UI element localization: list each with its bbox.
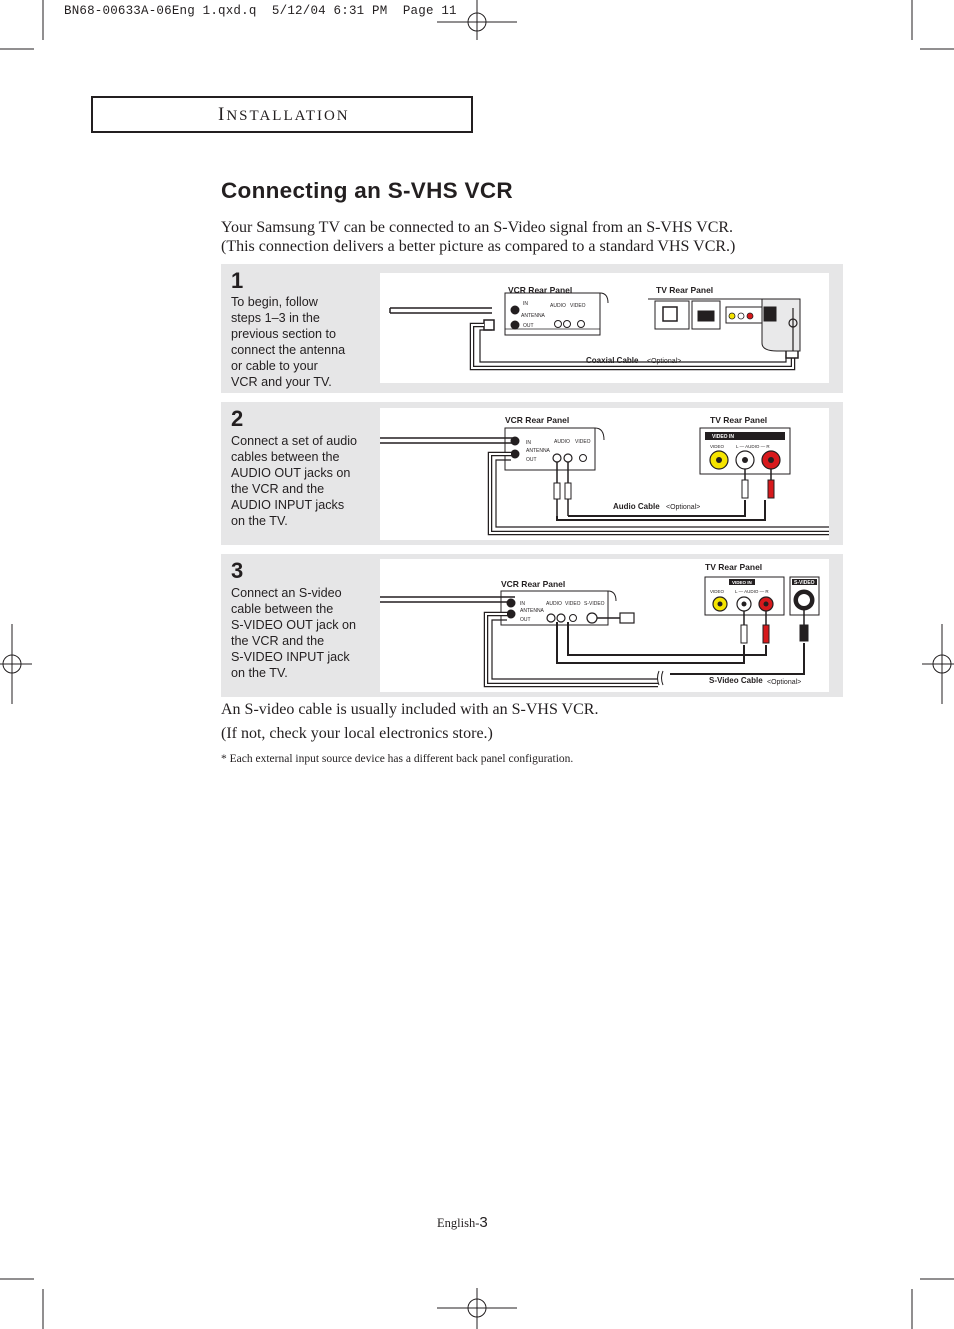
section-header-rest: NSTALLATION [226, 108, 350, 124]
step-3-line: cable between the [231, 602, 334, 616]
step-2-cable-name: Audio Cable [613, 502, 660, 511]
step-1-cable-note: <Optional> [647, 358, 682, 365]
print-slug: BN68-00633A-06Eng 1.qxd.q 5/12/04 6:31 PM Page 11 [64, 4, 457, 18]
step-1-diagram [380, 273, 829, 383]
step-2-line: AUDIO INPUT jacks [231, 498, 345, 512]
tv-audio-lr-label: L — AUDIO — R [735, 589, 769, 594]
page-title: Connecting an S-VHS VCR [221, 178, 513, 203]
step-1-vcr-label: VCR Rear Panel [508, 285, 573, 295]
vcr-audio-label: AUDIO [550, 303, 566, 309]
step-2-line: cables between the [231, 450, 340, 464]
step-2-cable-note: <Optional> [666, 504, 701, 511]
vcr-antenna-label: ANTENNA [520, 608, 544, 614]
step-2-line: on the TV. [231, 514, 288, 528]
vcr-audio-label: AUDIO [546, 601, 562, 607]
step-2 [221, 402, 843, 545]
after-note-line-1: An S-video cable is usually included with an S-VHS VCR. [221, 701, 599, 718]
vcr-out-label: OUT [526, 457, 537, 463]
section-header [218, 104, 350, 126]
vcr-out-label: OUT [523, 323, 534, 329]
tv-video-in-label: VIDEO IN [712, 434, 734, 440]
step-2-line: Connect a set of audio [231, 434, 358, 448]
step-3-line: S-VIDEO OUT jack on [231, 618, 357, 632]
vcr-video-label: VIDEO [570, 303, 586, 309]
vcr-in-label: IN [526, 440, 531, 446]
after-note-line-2: (If not, check your local electronics store.) [221, 725, 493, 742]
step-1-number: 1 [231, 268, 244, 293]
vcr-in-label: IN [523, 301, 528, 307]
step-3 [221, 554, 843, 697]
vcr-video-label: VIDEO [575, 439, 591, 445]
section-header-initial: I [218, 104, 227, 125]
intro-paragraph [221, 218, 735, 256]
step-2-number: 2 [231, 406, 244, 431]
step-3-line: the VCR and the [231, 634, 325, 648]
step-3-vcr-label: VCR Rear Panel [501, 579, 566, 589]
step-2-vcr-label: VCR Rear Panel [505, 415, 570, 425]
vcr-audio-label: AUDIO [554, 439, 570, 445]
step-1-cable-name: Coaxial Cable [586, 356, 639, 365]
step-3-diagram [380, 559, 829, 692]
step-1-text [231, 294, 377, 390]
step-2-diagram [380, 408, 829, 540]
tv-video-label: VIDEO [710, 589, 725, 594]
step-3-number: 3 [231, 558, 244, 583]
intro-line-2: (This connection delivers a better picture as compared to a standard VHS VCR.) [221, 238, 736, 255]
step-2-tv-label: TV Rear Panel [710, 415, 768, 425]
vcr-antenna-label: ANTENNA [526, 448, 550, 454]
step-1 [221, 264, 843, 393]
step-2-line: AUDIO OUT jacks on [231, 466, 351, 480]
step-2-text [231, 433, 381, 529]
vcr-in-label: IN [520, 601, 525, 607]
step-1-line: previous section to [231, 327, 337, 341]
tv-svideo-label: S-VIDEO [794, 580, 815, 586]
step-1-line: VCR and your TV. [231, 375, 332, 389]
page-number-value: 3 [479, 1214, 488, 1231]
step-3-line: Connect an S-video [231, 586, 342, 600]
step-1-line: or cable to your [231, 359, 318, 373]
step-1-line: To begin, follow [231, 295, 318, 309]
step-3-line: S-VIDEO INPUT jack [231, 650, 350, 664]
vcr-antenna-label: ANTENNA [521, 313, 545, 319]
vcr-svideo-label: S-VIDEO [584, 601, 605, 607]
step-3-text [231, 585, 381, 681]
vcr-out-label: OUT [520, 617, 531, 623]
tv-video-in-label: VIDEO IN [732, 580, 752, 585]
step-3-cable-name: S-Video Cable [709, 676, 763, 685]
step-2-diagram-panel [380, 408, 829, 540]
step-3-cable-note: <Optional> [767, 679, 802, 686]
step-1-diagram-panel [380, 273, 829, 383]
step-3-diagram-panel [380, 559, 829, 692]
step-3-line: on the TV. [231, 666, 288, 680]
step-2-line: the VCR and the [231, 482, 325, 496]
tv-video-label: VIDEO [710, 444, 725, 449]
intro-line-1: Your Samsung TV can be connected to an S-Video signal from an S-VHS VCR. [221, 219, 734, 236]
step-1-line: connect the antenna [231, 343, 346, 357]
step-1-tv-label: TV Rear Panel [656, 285, 714, 295]
page-number [437, 1214, 488, 1231]
step-1-line: steps 1–3 in the [231, 311, 320, 325]
vcr-video-label: VIDEO [565, 601, 581, 607]
page-number-prefix: English- [437, 1216, 480, 1230]
footnote: * Each external input source device has a different back panel configuration. [221, 753, 574, 765]
step-3-tv-label: TV Rear Panel [705, 562, 763, 572]
tv-audio-lr-label: L — AUDIO — R [736, 444, 770, 449]
